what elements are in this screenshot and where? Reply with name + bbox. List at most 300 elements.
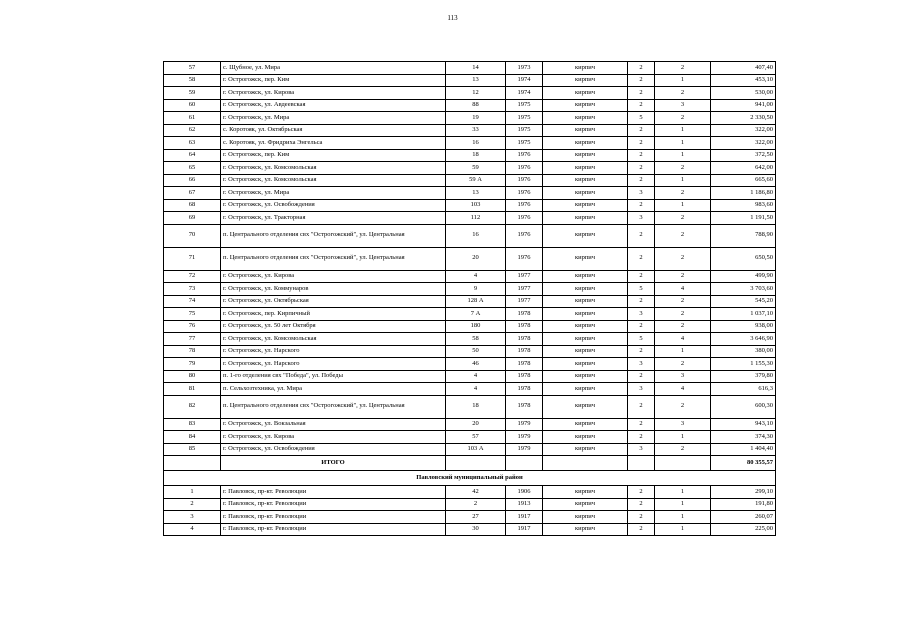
- row-entrances: 1: [655, 511, 711, 524]
- row-floors: 2: [628, 270, 655, 283]
- row-number: 76: [164, 320, 221, 333]
- row-material: кирпич: [543, 511, 628, 524]
- row-material: кирпич: [543, 395, 628, 418]
- row-floors: 2: [628, 498, 655, 511]
- row-year: 1975: [506, 99, 543, 112]
- row-house-number: 59: [446, 162, 506, 175]
- table-row: [164, 511, 776, 524]
- row-entrances: 1: [655, 149, 711, 162]
- row-year: 1906: [506, 486, 543, 499]
- row-year: 1977: [506, 283, 543, 296]
- table-body-pavlovsk: [164, 486, 776, 536]
- row-floors: 2: [628, 224, 655, 247]
- row-material: кирпич: [543, 320, 628, 333]
- row-number: 69: [164, 212, 221, 225]
- row-entrances: 1: [655, 498, 711, 511]
- row-material: кирпич: [543, 212, 628, 225]
- row-material: кирпич: [543, 270, 628, 283]
- row-year: 1976: [506, 199, 543, 212]
- row-floors: 2: [628, 295, 655, 308]
- row-entrances: 4: [655, 383, 711, 396]
- row-material: кирпич: [543, 498, 628, 511]
- row-address: г. Острогожск, ул. Тракторная: [221, 212, 446, 225]
- row-entrances: 2: [655, 295, 711, 308]
- row-floors: 2: [628, 174, 655, 187]
- row-number: 81: [164, 383, 221, 396]
- row-year: 1976: [506, 149, 543, 162]
- row-floors: 2: [628, 486, 655, 499]
- row-number: 72: [164, 270, 221, 283]
- row-area: 3 646,90: [711, 333, 776, 346]
- row-address: г. Павловск, пр-кт. Революции: [221, 498, 446, 511]
- row-material: кирпич: [543, 383, 628, 396]
- row-address: г. Острогожск, ул. Освобождения: [221, 199, 446, 212]
- row-house-number: 9: [446, 283, 506, 296]
- row-address: г. Острогожск, ул. 50 лет Октября: [221, 320, 446, 333]
- table-row: [164, 395, 776, 418]
- row-floors: 3: [628, 443, 655, 456]
- table-body-ostrogozhsk: [164, 62, 776, 456]
- row-address: п. Сельхозтехника, ул. Мира: [221, 383, 446, 396]
- row-material: кирпич: [543, 124, 628, 137]
- table-row: [164, 308, 776, 321]
- row-address: г. Острогожск, ул. Вокзальная: [221, 418, 446, 431]
- row-entrances: 2: [655, 395, 711, 418]
- total-value: 80 355,57: [711, 456, 776, 471]
- table-row: [164, 137, 776, 150]
- table-row: [164, 358, 776, 371]
- table-total: [164, 456, 776, 486]
- row-address: г. Острогожск, ул. Коммунаров: [221, 283, 446, 296]
- section-title: Павловский муниципальный район: [164, 471, 776, 486]
- row-year: 1979: [506, 418, 543, 431]
- row-number: 75: [164, 308, 221, 321]
- row-area: 225,00: [711, 523, 776, 536]
- row-floors: 5: [628, 283, 655, 296]
- row-address: г. Острогожск, ул. Комсомольская: [221, 174, 446, 187]
- row-house-number: 180: [446, 320, 506, 333]
- row-house-number: 103 А: [446, 443, 506, 456]
- row-entrances: 2: [655, 162, 711, 175]
- row-floors: 2: [628, 418, 655, 431]
- row-house-number: 50: [446, 345, 506, 358]
- row-material: кирпич: [543, 283, 628, 296]
- row-area: 1 037,10: [711, 308, 776, 321]
- row-number: 84: [164, 431, 221, 444]
- table-row: [164, 320, 776, 333]
- row-floors: 2: [628, 124, 655, 137]
- row-entrances: 2: [655, 187, 711, 200]
- row-house-number: 59 А: [446, 174, 506, 187]
- row-area: 299,10: [711, 486, 776, 499]
- row-house-number: 19: [446, 112, 506, 125]
- row-floors: 3: [628, 358, 655, 371]
- row-address: г. Острогожск, ул. Кирова: [221, 87, 446, 100]
- row-house-number: 4: [446, 270, 506, 283]
- row-address: г. Острогожск, ул. Нарского: [221, 358, 446, 371]
- table-row: [164, 345, 776, 358]
- table-row: [164, 74, 776, 87]
- row-floors: 3: [628, 187, 655, 200]
- row-address: с. Коротояк, ул. Фридриха Энгельса: [221, 137, 446, 150]
- row-entrances: 2: [655, 358, 711, 371]
- row-entrances: 4: [655, 283, 711, 296]
- row-address: г. Острогожск, ул. Освобождения: [221, 443, 446, 456]
- row-floors: 3: [628, 212, 655, 225]
- row-year: 1975: [506, 124, 543, 137]
- row-number: 4: [164, 523, 221, 536]
- row-floors: 2: [628, 62, 655, 75]
- row-address: г. Острогожск, пер. Ким: [221, 74, 446, 87]
- row-number: 80: [164, 370, 221, 383]
- row-house-number: 103: [446, 199, 506, 212]
- row-year: 1976: [506, 187, 543, 200]
- row-house-number: 4: [446, 370, 506, 383]
- row-house-number: 27: [446, 511, 506, 524]
- table-row: [164, 212, 776, 225]
- table-row: [164, 333, 776, 346]
- row-floors: 2: [628, 137, 655, 150]
- row-number: 59: [164, 87, 221, 100]
- row-number: 1: [164, 486, 221, 499]
- row-entrances: 1: [655, 486, 711, 499]
- row-year: 1913: [506, 498, 543, 511]
- row-area: 2 330,50: [711, 112, 776, 125]
- row-material: кирпич: [543, 174, 628, 187]
- table-row: [164, 498, 776, 511]
- row-entrances: 1: [655, 137, 711, 150]
- table-row: [164, 383, 776, 396]
- row-house-number: 12: [446, 87, 506, 100]
- row-entrances: 3: [655, 370, 711, 383]
- row-area: 453,10: [711, 74, 776, 87]
- row-address: с. Коротояк, ул. Октябрьская: [221, 124, 446, 137]
- row-address: г. Острогожск, пер. Ким: [221, 149, 446, 162]
- row-number: 62: [164, 124, 221, 137]
- row-entrances: 2: [655, 224, 711, 247]
- row-address: г. Острогожск, ул. Комсомольская: [221, 162, 446, 175]
- table-row: [164, 112, 776, 125]
- row-area: 499,90: [711, 270, 776, 283]
- row-year: 1979: [506, 431, 543, 444]
- row-area: 407,40: [711, 62, 776, 75]
- row-year: 1974: [506, 87, 543, 100]
- row-floors: 2: [628, 345, 655, 358]
- row-number: 64: [164, 149, 221, 162]
- row-house-number: 13: [446, 187, 506, 200]
- row-house-number: 57: [446, 431, 506, 444]
- row-entrances: 2: [655, 320, 711, 333]
- row-house-number: 7 А: [446, 308, 506, 321]
- row-material: кирпич: [543, 431, 628, 444]
- row-floors: 2: [628, 87, 655, 100]
- page-number: 113: [447, 14, 458, 22]
- row-entrances: 2: [655, 62, 711, 75]
- table-row: [164, 124, 776, 137]
- row-material: кирпич: [543, 370, 628, 383]
- table-row: [164, 443, 776, 456]
- row-material: кирпич: [543, 295, 628, 308]
- row-number: 61: [164, 112, 221, 125]
- row-year: 1978: [506, 308, 543, 321]
- row-address: г. Острогожск, ул. Нарского: [221, 345, 446, 358]
- row-address: г. Острогожск, ул. Авдеевская: [221, 99, 446, 112]
- row-entrances: 2: [655, 112, 711, 125]
- row-number: 77: [164, 333, 221, 346]
- row-year: 1976: [506, 247, 543, 270]
- row-year: 1978: [506, 345, 543, 358]
- row-address: г. Острогожск, ул. Кирова: [221, 270, 446, 283]
- row-area: 665,60: [711, 174, 776, 187]
- row-year: 1976: [506, 224, 543, 247]
- row-floors: 2: [628, 523, 655, 536]
- table-row: [164, 270, 776, 283]
- row-address: г. Острогожск, ул. Мира: [221, 187, 446, 200]
- row-address: п. Центрального отделения свх "Острогожский", ул. Центральная: [221, 247, 446, 270]
- row-entrances: 1: [655, 345, 711, 358]
- row-floors: 3: [628, 308, 655, 321]
- row-number: 68: [164, 199, 221, 212]
- row-area: 1 186,80: [711, 187, 776, 200]
- row-area: 322,00: [711, 124, 776, 137]
- row-material: кирпич: [543, 74, 628, 87]
- row-floors: 5: [628, 333, 655, 346]
- row-material: кирпич: [543, 247, 628, 270]
- row-address: г. Острогожск, пер. Кирпичный: [221, 308, 446, 321]
- row-area: 191,80: [711, 498, 776, 511]
- row-year: 1975: [506, 137, 543, 150]
- housing-table: [163, 61, 776, 536]
- row-area: 545,20: [711, 295, 776, 308]
- row-house-number: 16: [446, 224, 506, 247]
- row-house-number: 30: [446, 523, 506, 536]
- row-area: 1 404,40: [711, 443, 776, 456]
- row-floors: 2: [628, 74, 655, 87]
- table-row: [164, 247, 776, 270]
- row-year: 1917: [506, 511, 543, 524]
- row-year: 1978: [506, 395, 543, 418]
- row-year: 1974: [506, 74, 543, 87]
- row-material: кирпич: [543, 486, 628, 499]
- table-row: [164, 149, 776, 162]
- row-address: г. Павловск, пр-кт. Революции: [221, 511, 446, 524]
- row-number: 82: [164, 395, 221, 418]
- row-house-number: 20: [446, 418, 506, 431]
- row-entrances: 2: [655, 443, 711, 456]
- row-area: 983,60: [711, 199, 776, 212]
- row-area: 322,00: [711, 137, 776, 150]
- table-row: [164, 431, 776, 444]
- row-material: кирпич: [543, 443, 628, 456]
- row-material: кирпич: [543, 149, 628, 162]
- row-material: кирпич: [543, 62, 628, 75]
- row-material: кирпич: [543, 199, 628, 212]
- row-house-number: 58: [446, 333, 506, 346]
- row-area: 1 155,30: [711, 358, 776, 371]
- row-number: 58: [164, 74, 221, 87]
- table-row: [164, 99, 776, 112]
- row-material: кирпич: [543, 224, 628, 247]
- row-house-number: 18: [446, 395, 506, 418]
- row-entrances: 1: [655, 174, 711, 187]
- row-area: 600,30: [711, 395, 776, 418]
- row-address: с. Щубное, ул. Мира: [221, 62, 446, 75]
- row-material: кирпич: [543, 308, 628, 321]
- total-label: ИТОГО: [221, 456, 446, 471]
- row-floors: 2: [628, 99, 655, 112]
- row-entrances: 1: [655, 124, 711, 137]
- row-entrances: 2: [655, 308, 711, 321]
- row-year: 1978: [506, 320, 543, 333]
- row-floors: 5: [628, 112, 655, 125]
- row-year: 1978: [506, 358, 543, 371]
- row-house-number: 42: [446, 486, 506, 499]
- row-number: 73: [164, 283, 221, 296]
- table-row: [164, 224, 776, 247]
- row-entrances: 3: [655, 418, 711, 431]
- row-house-number: 20: [446, 247, 506, 270]
- row-address: г. Павловск, пр-кт. Революции: [221, 523, 446, 536]
- row-entrances: 1: [655, 431, 711, 444]
- row-material: кирпич: [543, 112, 628, 125]
- row-year: 1917: [506, 523, 543, 536]
- row-number: 71: [164, 247, 221, 270]
- row-area: 616,3: [711, 383, 776, 396]
- row-year: 1978: [506, 370, 543, 383]
- row-floors: 3: [628, 383, 655, 396]
- row-entrances: 2: [655, 212, 711, 225]
- table-row: [164, 62, 776, 75]
- section-row: [164, 471, 776, 486]
- row-material: кирпич: [543, 358, 628, 371]
- row-floors: 2: [628, 431, 655, 444]
- row-material: кирпич: [543, 345, 628, 358]
- row-material: кирпич: [543, 187, 628, 200]
- row-number: 60: [164, 99, 221, 112]
- row-house-number: 33: [446, 124, 506, 137]
- row-area: 372,50: [711, 149, 776, 162]
- row-number: 79: [164, 358, 221, 371]
- table-row: [164, 370, 776, 383]
- row-entrances: 4: [655, 333, 711, 346]
- row-entrances: 3: [655, 99, 711, 112]
- row-number: 83: [164, 418, 221, 431]
- row-floors: 2: [628, 320, 655, 333]
- row-floors: 2: [628, 395, 655, 418]
- row-house-number: 18: [446, 149, 506, 162]
- table-row: [164, 174, 776, 187]
- row-number: 3: [164, 511, 221, 524]
- row-house-number: 46: [446, 358, 506, 371]
- row-address: г. Острогожск, ул. Кирова: [221, 431, 446, 444]
- row-year: 1975: [506, 112, 543, 125]
- table-row: [164, 187, 776, 200]
- row-area: 260,07: [711, 511, 776, 524]
- row-material: кирпич: [543, 87, 628, 100]
- row-year: 1973: [506, 62, 543, 75]
- row-house-number: 88: [446, 99, 506, 112]
- row-house-number: 128 А: [446, 295, 506, 308]
- row-address: г. Павловск, пр-кт. Революции: [221, 486, 446, 499]
- table-row: [164, 283, 776, 296]
- row-floors: 2: [628, 162, 655, 175]
- row-number: 57: [164, 62, 221, 75]
- row-address: п. Центрального отделения свх "Острогожский", ул. Центральная: [221, 395, 446, 418]
- row-floors: 2: [628, 149, 655, 162]
- row-year: 1976: [506, 174, 543, 187]
- row-material: кирпич: [543, 99, 628, 112]
- row-year: 1978: [506, 333, 543, 346]
- row-number: 65: [164, 162, 221, 175]
- row-number: 66: [164, 174, 221, 187]
- table-row: [164, 199, 776, 212]
- row-address: г. Острогожск, ул. Мира: [221, 112, 446, 125]
- row-area: 380,00: [711, 345, 776, 358]
- row-address: г. Острогожск, ул. Комсомольская: [221, 333, 446, 346]
- row-number: 2: [164, 498, 221, 511]
- row-number: 70: [164, 224, 221, 247]
- row-material: кирпич: [543, 137, 628, 150]
- row-entrances: 1: [655, 199, 711, 212]
- row-area: 530,00: [711, 87, 776, 100]
- row-area: 1 191,50: [711, 212, 776, 225]
- row-material: кирпич: [543, 523, 628, 536]
- row-material: кирпич: [543, 333, 628, 346]
- row-number: 78: [164, 345, 221, 358]
- row-house-number: 13: [446, 74, 506, 87]
- row-number: 63: [164, 137, 221, 150]
- row-year: 1976: [506, 212, 543, 225]
- row-year: 1976: [506, 162, 543, 175]
- row-number: 67: [164, 187, 221, 200]
- row-number: 85: [164, 443, 221, 456]
- row-material: кирпич: [543, 418, 628, 431]
- table-row: [164, 162, 776, 175]
- row-material: кирпич: [543, 162, 628, 175]
- row-area: 379,80: [711, 370, 776, 383]
- row-floors: 2: [628, 199, 655, 212]
- row-floors: 2: [628, 247, 655, 270]
- row-year: 1979: [506, 443, 543, 456]
- row-area: 938,00: [711, 320, 776, 333]
- row-floors: 2: [628, 370, 655, 383]
- table-row: [164, 418, 776, 431]
- row-floors: 2: [628, 511, 655, 524]
- row-entrances: 2: [655, 270, 711, 283]
- table-row: [164, 295, 776, 308]
- row-address: п. 1-го отделения свх "Победа", ул. Победы: [221, 370, 446, 383]
- row-area: 941,00: [711, 99, 776, 112]
- table-row: [164, 486, 776, 499]
- row-year: 1977: [506, 295, 543, 308]
- row-year: 1977: [506, 270, 543, 283]
- row-address: г. Острогожск, ул. Октябрьская: [221, 295, 446, 308]
- row-house-number: 16: [446, 137, 506, 150]
- row-area: 3 703,60: [711, 283, 776, 296]
- table-row: [164, 523, 776, 536]
- row-area: 374,30: [711, 431, 776, 444]
- row-year: 1978: [506, 383, 543, 396]
- row-area: 650,50: [711, 247, 776, 270]
- row-entrances: 2: [655, 87, 711, 100]
- row-area: 788,90: [711, 224, 776, 247]
- row-number: 74: [164, 295, 221, 308]
- row-house-number: 14: [446, 62, 506, 75]
- row-entrances: 1: [655, 523, 711, 536]
- row-area: 642,00: [711, 162, 776, 175]
- row-house-number: 4: [446, 383, 506, 396]
- row-entrances: 1: [655, 74, 711, 87]
